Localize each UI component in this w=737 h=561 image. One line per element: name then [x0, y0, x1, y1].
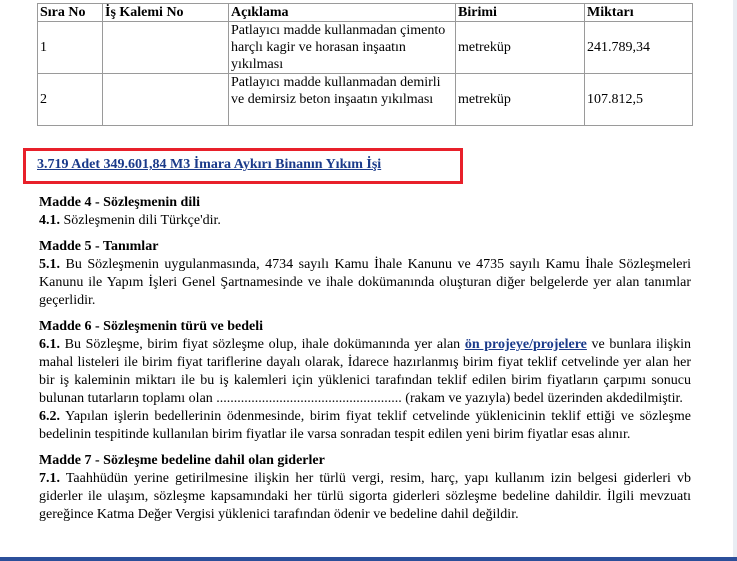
cell-kalem: [103, 22, 229, 74]
para-text: Sözleşmenin dili Türkçe'dir.: [60, 213, 221, 228]
madde5-paragraph-1: [39, 256, 691, 310]
table-row: [38, 74, 693, 126]
on-proje-link[interactable]: ön projeye/projelere: [464, 337, 587, 352]
para-text: Bu Sözleşmenin uygulanmasında, 4734 sayılı Kamu İhale Kanunu ve 4735 sayılı Kamu İhale Sözleşmeleri Kanunu ile Yapım İşleri Genel Şartnamesinde ve ihale dokümanında oluşturan diğer belgelerde yer alan tanımlar geçerlidir.: [39, 257, 691, 308]
cell-birim: metreküp: [456, 22, 585, 74]
col-is-kalemi-no: İş Kalemi No: [103, 4, 229, 22]
madde7-title: Madde 7 - Sözleşme bedeline dahil olan giderler: [39, 453, 325, 468]
madde6-title: Madde 6 - Sözleşmenin türü ve bedeli: [39, 319, 263, 334]
work-items-table: [37, 3, 693, 126]
para-text: ve bunlara ilişkin mahal listeleri ile birim fiyat tariflerine dayalı olarak, İdarece hazırlanmış birim fiyat teklif cetvelinde yer alan her bir iş kaleminin miktarı ile bu iş kalemleri için yüklenici tarafından teklif edilen birim fiyatların çarpımı sonucu bulunan tutarların toplamı olan ..................................................... (rakam ve yazıyla) bedel üzerinden akdedilmiştir.: [39, 337, 692, 406]
cell-aciklama: Patlayıcı madde kullanmadan çimento harçlı kagir ve horasan inşaatın yıkılması: [229, 22, 456, 74]
madde6-paragraph-1: [39, 336, 691, 408]
para-text: Taahhüdün yerine getirilmesine ilişkin her türlü vergi, resim, harç, yapı kullanım izin belgesi giderleri vb giderler ile ulaşım, sözleşme kapsamındaki her türlü sigorta giderleri sözleşme bedeline dahildir. İlgili mevzuatı gereğince Katma Değer Vergisi yüklenici tarafından ödenir ve bedeline dahil değildir.: [39, 471, 691, 522]
para-text: Bu Sözleşme, birim fiyat sözleşme olup, ihale dokümanında yer alan: [60, 337, 465, 352]
cell-kalem: [103, 74, 229, 126]
madde7-paragraph-1: [39, 470, 691, 524]
cell-birim: metreküp: [456, 74, 585, 126]
col-birimi: Birimi: [456, 4, 585, 22]
table-row: [38, 22, 693, 74]
table-header-row: [38, 4, 693, 22]
cell-aciklama: Patlayıcı madde kullanmadan demirli ve demirsiz beton inşaatın yıkılması: [229, 74, 456, 126]
cell-sira: 1: [38, 22, 103, 74]
cell-miktar: 107.812,5: [585, 74, 693, 126]
madde4-title: Madde 4 - Sözleşmenin dili: [39, 195, 201, 210]
scroll-edge: [733, 0, 737, 561]
madde4-paragraph-1: [39, 212, 691, 230]
madde5-title: Madde 5 - Tanımlar: [39, 239, 159, 254]
project-title-link[interactable]: 3.719 Adet 349.601,84 M3 İmara Aykırı Binanın Yıkım İşi: [37, 157, 382, 172]
col-aciklama: Açıklama: [229, 4, 456, 22]
cell-miktar: 241.789,34: [585, 22, 693, 74]
para-number: 5.1.: [39, 257, 60, 272]
para-number: 7.1.: [39, 471, 60, 486]
col-miktari: Miktarı: [585, 4, 693, 22]
col-sira-no: Sıra No: [38, 4, 103, 22]
madde6-paragraph-2: [39, 408, 691, 444]
para-number: 4.1.: [39, 213, 60, 228]
contract-body: [39, 194, 691, 524]
bottom-bar: [0, 557, 737, 561]
para-number: 6.1.: [39, 337, 60, 352]
para-text: Yapılan işlerin bedellerinin ödenmesinde, birim fiyat teklif cetvelinde yüklenicinin teklif ettiği ve sözleşme bedelinin tespitinde kullanılan birim fiyatlar ile varsa sonradan tespit edilen yeni birim fiyatlar esas alınır.: [39, 409, 691, 442]
cell-sira: 2: [38, 74, 103, 126]
para-number: 6.2.: [39, 409, 60, 424]
